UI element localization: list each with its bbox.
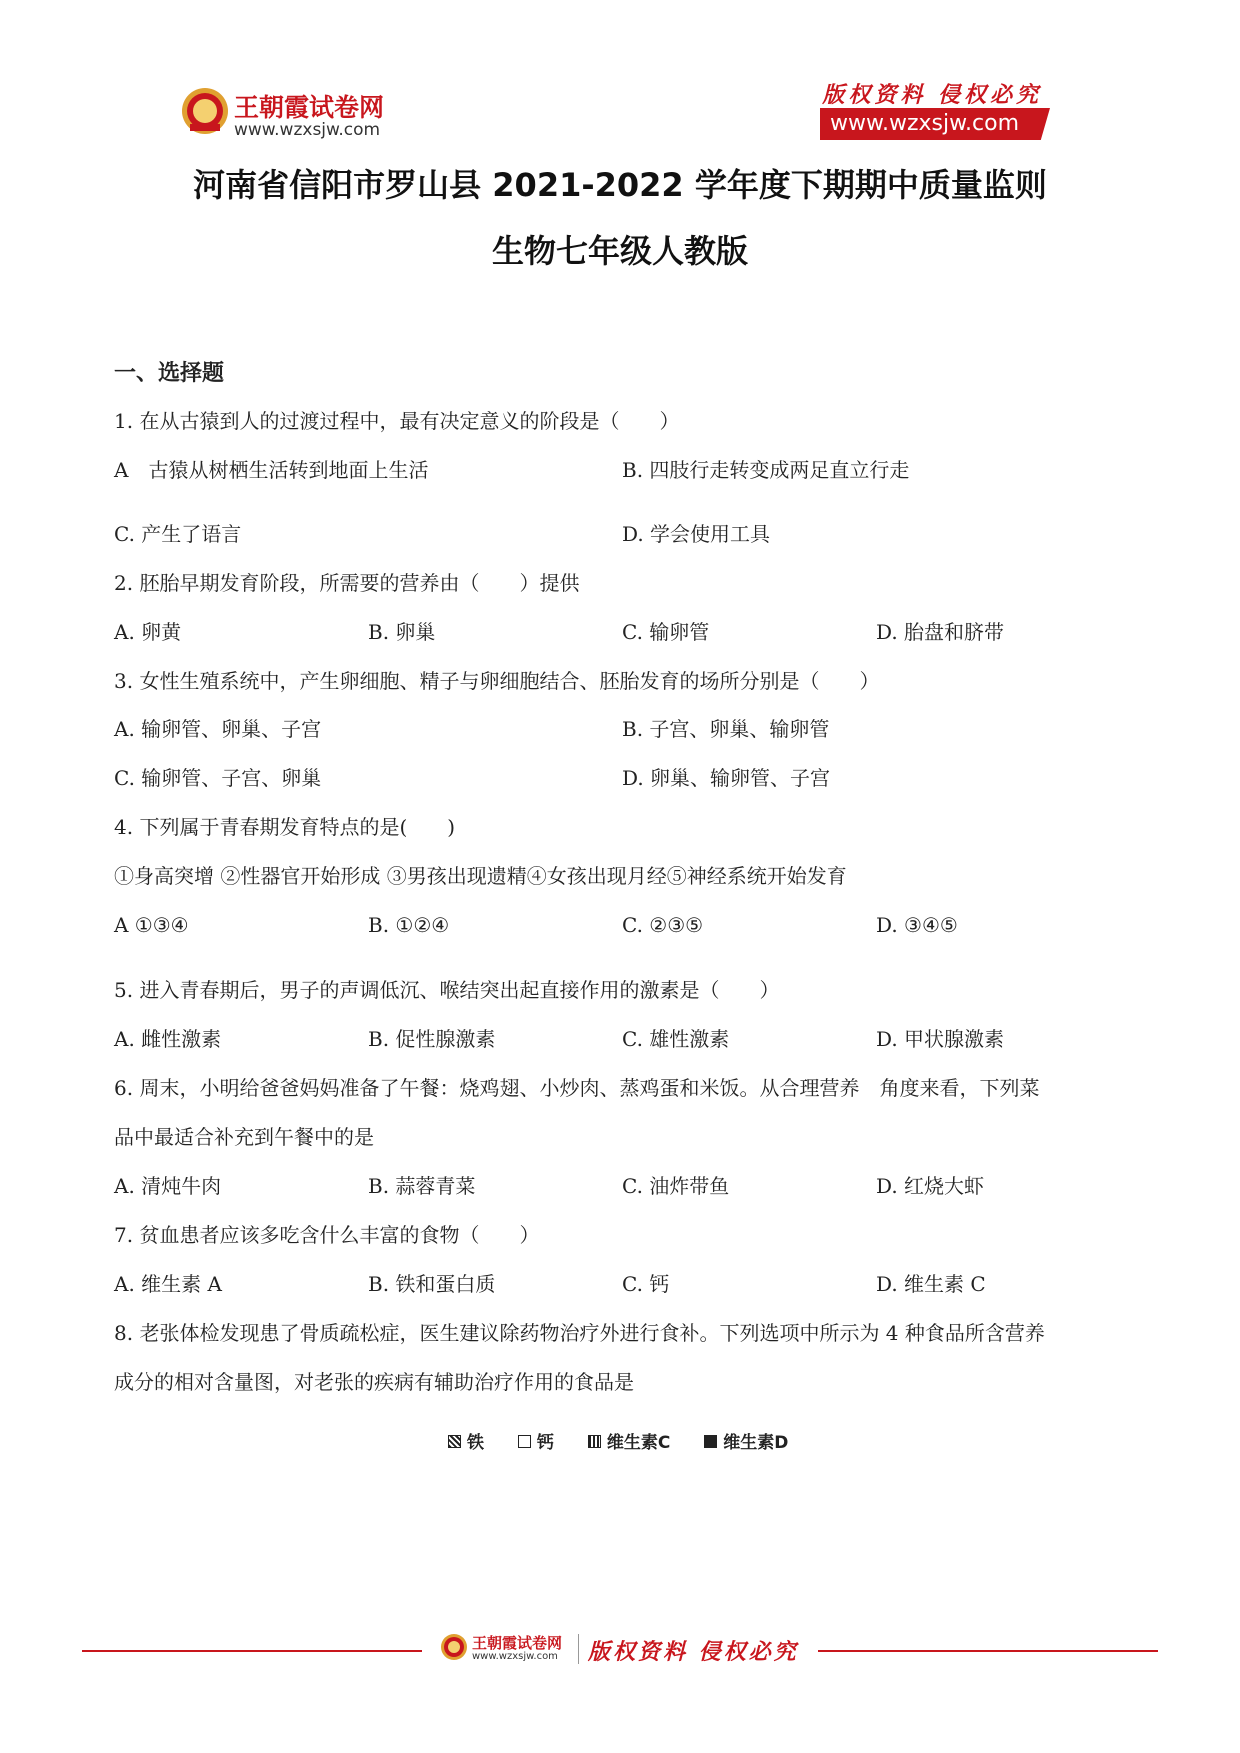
footer-divider-left — [82, 1650, 422, 1652]
question-stem: 8. 老张体检发现患了骨质疏松症，医生建议除药物治疗外进行食补。下列选项中所示为 4 种食品所含营养 — [114, 1321, 1045, 1345]
legend-label: 铁 — [467, 1433, 484, 1453]
footer-seal-icon — [440, 1633, 468, 1661]
question-stem: 4. 下列属于青春期发育特点的是( ) — [114, 815, 456, 839]
question-stem: 7. 贫血患者应该多吃含什么丰富的食物（ ） — [114, 1223, 540, 1247]
brand-seal-icon — [180, 86, 230, 136]
question-statements: ①身高突增 ②性器官开始形成 ③男孩出现遗精④女孩出现月经⑤神经系统开始发育 — [114, 864, 847, 888]
question-option: D. 胎盘和脐带 — [876, 620, 1005, 644]
legend-item-calcium — [518, 1428, 554, 1453]
legend-item-vitamin-d — [704, 1428, 788, 1453]
question-option: C. 产生了语言 — [114, 522, 242, 546]
question-option: D. 卵巢、输卵管、子宫 — [622, 766, 831, 790]
filled-swatch-icon — [704, 1435, 717, 1448]
question-option: C. 输卵管、子宫、卵巢 — [114, 766, 322, 790]
brand-header-left — [180, 84, 420, 146]
question-option: C. 输卵管 — [622, 620, 710, 644]
footer-copyright: 版权资料 侵权必究 — [588, 1639, 799, 1665]
section-heading: 一、选择题 — [114, 361, 225, 386]
legend-label: 钙 — [536, 1433, 554, 1453]
brand-name: 王朝霞试卷网 — [234, 93, 385, 122]
question-option: C. 钙 — [622, 1272, 670, 1296]
document-title: 河南省信阳市罗山县 2021-2022 学年度下期期中质量监则 — [193, 166, 1047, 204]
empty-swatch-icon — [518, 1435, 531, 1448]
url-banner-text: www.wzxsjw.com — [830, 111, 1020, 136]
question-option: A. 卵黄 — [114, 620, 182, 644]
question-option: D. 红烧大虾 — [876, 1174, 985, 1198]
chart-legend — [448, 1428, 816, 1453]
copyright-notice: 版权资料 侵权必究 — [822, 82, 1042, 108]
footer-separator — [578, 1634, 579, 1664]
footer-brand-url: www.wzxsjw.com — [472, 1651, 558, 1662]
question-option: C. 雄性激素 — [622, 1027, 730, 1051]
legend-item-iron — [448, 1428, 484, 1453]
question-option: B. ①②④ — [368, 913, 450, 937]
striped-swatch-icon — [588, 1435, 601, 1448]
question-option: D. 学会使用工具 — [622, 522, 771, 546]
question-stem-continued: 成分的相对含量图，对老张的疾病有辅助治疗作用的食品是 — [114, 1370, 634, 1394]
question-stem: 5. 进入青春期后，男子的声调低沉、喉结突出起直接作用的激素是（ ） — [114, 978, 780, 1002]
question-stem: 2. 胚胎早期发育阶段，所需要的营养由（ ）提供 — [114, 571, 580, 595]
footer-divider-right — [818, 1650, 1158, 1652]
legend-label: 维生素D — [723, 1433, 789, 1453]
question-option: A 古猿从树栖生活转到地面上生活 — [114, 458, 429, 482]
legend-item-vitamin-c — [588, 1428, 670, 1453]
legend-label: 维生素C — [606, 1433, 671, 1453]
question-option: B. 促性腺激素 — [368, 1027, 496, 1051]
question-stem-continued: 品中最适合补充到午餐中的是 — [114, 1125, 374, 1149]
question-option: D. 维生素 C — [876, 1272, 986, 1296]
question-option: B. 蒜蓉青菜 — [368, 1174, 476, 1198]
brand-url: www.wzxsjw.com — [234, 120, 381, 140]
question-option: B. 子宫、卵巢、输卵管 — [622, 717, 830, 741]
question-option: C. ②③⑤ — [622, 913, 704, 937]
question-option: A. 维生素 A — [114, 1272, 222, 1296]
document-subtitle: 生物七年级人教版 — [491, 232, 748, 270]
question-option: B. 卵巢 — [368, 620, 436, 644]
question-option: A. 雌性激素 — [114, 1027, 222, 1051]
question-stem: 1. 在从古猿到人的过渡过程中，最有决定意义的阶段是（ ） — [114, 409, 680, 433]
footer-brand-name: 王朝霞试卷网 — [472, 1634, 563, 1652]
hatched-swatch-icon — [448, 1435, 461, 1448]
question-option: B. 铁和蛋白质 — [368, 1272, 496, 1296]
question-option: B. 四肢行走转变成两足直立行走 — [622, 458, 910, 482]
question-stem: 3. 女性生殖系统中，产生卵细胞、精子与卵细胞结合、胚胎发育的场所分别是（ ） — [114, 669, 880, 693]
question-option: C. 油炸带鱼 — [622, 1174, 730, 1198]
question-option: A. 清炖牛肉 — [114, 1174, 222, 1198]
question-stem: 6. 周末，小明给爸爸妈妈准备了午餐：烧鸡翅、小炒肉、蒸鸡蛋和米饭。从合理营养 角度来看，下列菜 — [114, 1076, 1040, 1100]
question-option: A ①③④ — [114, 913, 189, 937]
brand-header-right — [820, 78, 1050, 142]
question-option: D. 甲状腺激素 — [876, 1027, 1005, 1051]
question-option: D. ③④⑤ — [876, 913, 958, 937]
question-option: A. 输卵管、卵巢、子宫 — [114, 717, 322, 741]
